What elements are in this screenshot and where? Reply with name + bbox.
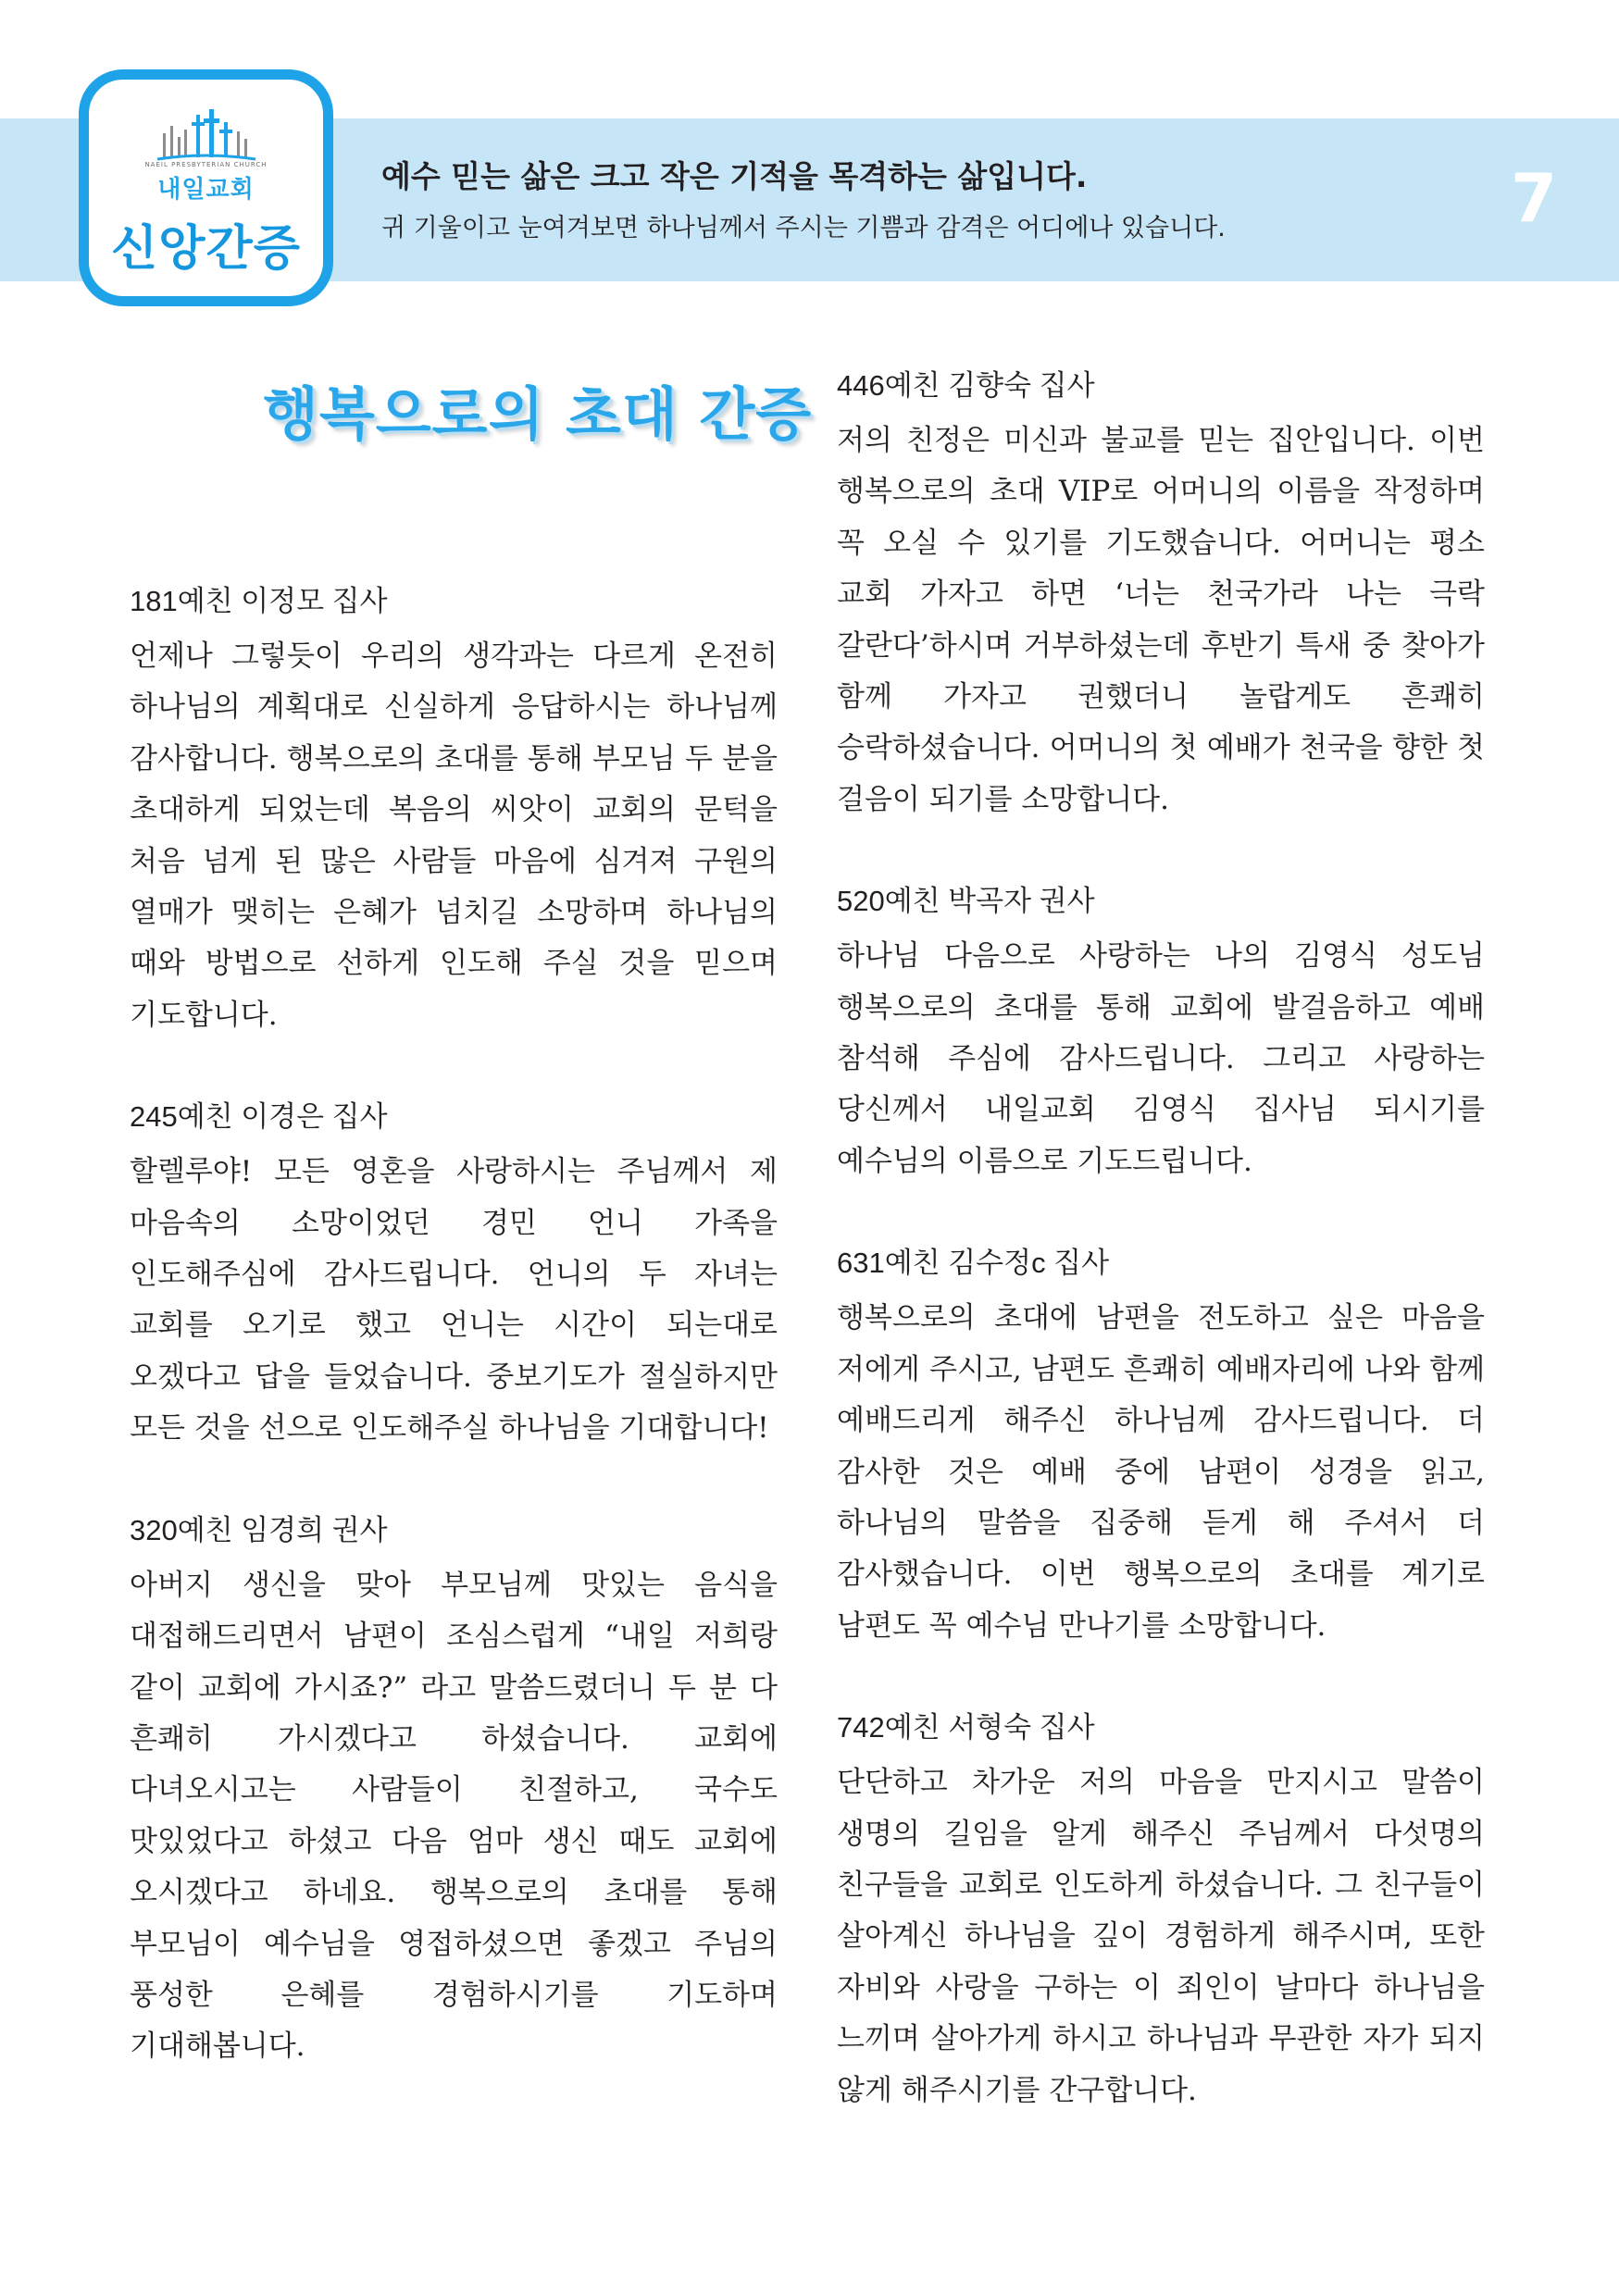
testimony-text: 언제나 그렇듯이 우리의 생각과는 다르게 온전히 하나님의 계획대로 신실하게 응답하시는 하나님께 감사합니다. 행복으로의 초대를 통해 부모님 두 분을 초대하게 되었는데 복음의 씨앗이 교회의 문턱을 처음 넘게 된 많은 사람들 마음에 심겨져 구원의 열매가 맺히는 은혜가 넘치길 소망하며 하나님의 때와 방법으로 선하게 인도해 주실 것을 믿으며 기도합니다. bbox=[130, 639, 778, 1032]
church-logo-badge bbox=[79, 69, 333, 306]
testimony-text: 단단하고 차가운 저의 마음을 만지시고 말씀이 생명의 길임을 알게 해주신 주님께서 다섯명의 친구들을 교회로 인도하게 하셨습니다. 그 친구들이 살아계신 하나님을 깊이 경험하게 해주시며, 또한 자비와 사랑을 구하는 이 죄인이 날마다 하나님을 느끼며 살아가게 하시고 하나님과 무관한 자가 되지 않게 해주시기를 간구합니다. bbox=[837, 1766, 1485, 2107]
testimony-entry bbox=[130, 579, 778, 1041]
testimony-author: 520예친 박곡자 권사 bbox=[837, 885, 1095, 918]
testimony-entry bbox=[837, 1241, 1485, 1652]
page-number: 7 bbox=[1511, 159, 1558, 237]
testimony-text: 저의 친정은 미신과 불교를 믿는 집안입니다. 이번 행복으로의 초대 VIP로 어머니의 이름을 작정하며 꼭 오실 수 있기를 기도했습니다. 어머니는 평소 교회 가자고 하면 ‘너는 천국가라 나는 극락 갈란다’하시며 거부하셨는데 후반기 특새 중 찾아가 함께 가자고 권했더니 놀랍게도 흔쾌히 승락하셨습니다. 어머니의 첫 예배가 천국을 향한 첫 걸음이 되기를 소망합니다. bbox=[837, 424, 1485, 816]
right-column bbox=[837, 364, 1485, 2170]
testimony-entry bbox=[130, 1095, 778, 1454]
testimony-entry bbox=[130, 1508, 778, 2073]
section-title: 신앙간증 bbox=[111, 221, 301, 277]
left-column bbox=[130, 579, 778, 2127]
testimony-author: 320예친 임경희 권사 bbox=[130, 1513, 388, 1546]
testimony-entry bbox=[837, 364, 1485, 825]
article-title: 행복으로의 초대 간증 bbox=[263, 380, 813, 448]
testimony-author: 181예친 이정모 집사 bbox=[130, 585, 388, 617]
testimony-author: 245예친 이경은 집사 bbox=[130, 1100, 388, 1134]
testimony-text: 할렐루야! 모든 영혼을 사랑하시는 주님께서 제 마음속의 소망이었던 경민 언니 가족을 인도해주심에 감사드립니다. 언니의 두 자녀는 교회를 오기로 했고 언니는 시간이 되는대로 오겠다고 답을 들었습니다. 중보기도가 절실하지만 모든 것을 선으로 인도해주실 하나님을 기대합니다! bbox=[130, 1155, 778, 1446]
testimony-text: 하나님 다음으로 사랑하는 나의 김영식 성도님 행복으로의 초대를 통해 교회에 발걸음하고 예배 참석해 주심에 감사드립니다. 그리고 사랑하는 당신께서 내일교회 김영식 집사님 되시기를 예수님의 이름으로 기도드립니다. bbox=[837, 939, 1485, 1178]
church-skyline-icon bbox=[156, 105, 257, 163]
testimony-text: 아버지 생신을 맞아 부모님께 맛있는 음식을 대접해드리면서 남편이 조심스럽게 “내일 저희랑 같이 교회에 가시죠?” 라고 말씀드렸더니 두 분 다 흔쾌히 가시겠다고 하셨습니다. 교회에 다녀오시고는 사람들이 친절하고, 국수도 맛있었다고 하셨고 다음 엄마 생신 때도 교회에 오시겠다고 하네요. 행복으로의 초대를 통해 부모님이 예수님을 영접하셨으면 좋겠고 주님의 풍성한 은혜를 경험하시기를 기도하며 기대해봅니다. bbox=[130, 1568, 778, 2064]
testimony-text: 행복으로의 초대에 남편을 전도하고 싶은 마음을 저에게 주시고, 남편도 흔쾌히 예배자리에 나와 함께 예배드리게 해주신 하나님께 감사드립니다. 더 감사한 것은 예배 중에 남편이 성경을 읽고, 하나님의 말씀을 집중해 듣게 해 주셔서 더 감사했습니다. 이번 행복으로의 초대를 계기로 남편도 꼭 예수님 만나기를 소망합니다. bbox=[837, 1301, 1485, 1643]
testimony-entry bbox=[837, 879, 1485, 1187]
testimony-author: 631예친 김수정c 집사 bbox=[837, 1247, 1110, 1280]
church-name: 내일교회 bbox=[157, 176, 255, 204]
logo-small-caption: NAEIL PRESBYTERIAN CHURCH bbox=[144, 161, 268, 168]
header-title: 예수 믿는 삶은 크고 작은 기적을 목격하는 삶입니다. bbox=[381, 158, 1088, 194]
testimony-entry bbox=[837, 1706, 1485, 2116]
testimony-author: 742예친 서형숙 집사 bbox=[837, 1711, 1095, 1744]
testimony-author: 446예친 김향숙 집사 bbox=[837, 369, 1095, 402]
header-subtitle: 귀 기울이고 눈여겨보면 하나님께서 주시는 기쁨과 감격은 어디에나 있습니다. bbox=[381, 214, 1226, 242]
